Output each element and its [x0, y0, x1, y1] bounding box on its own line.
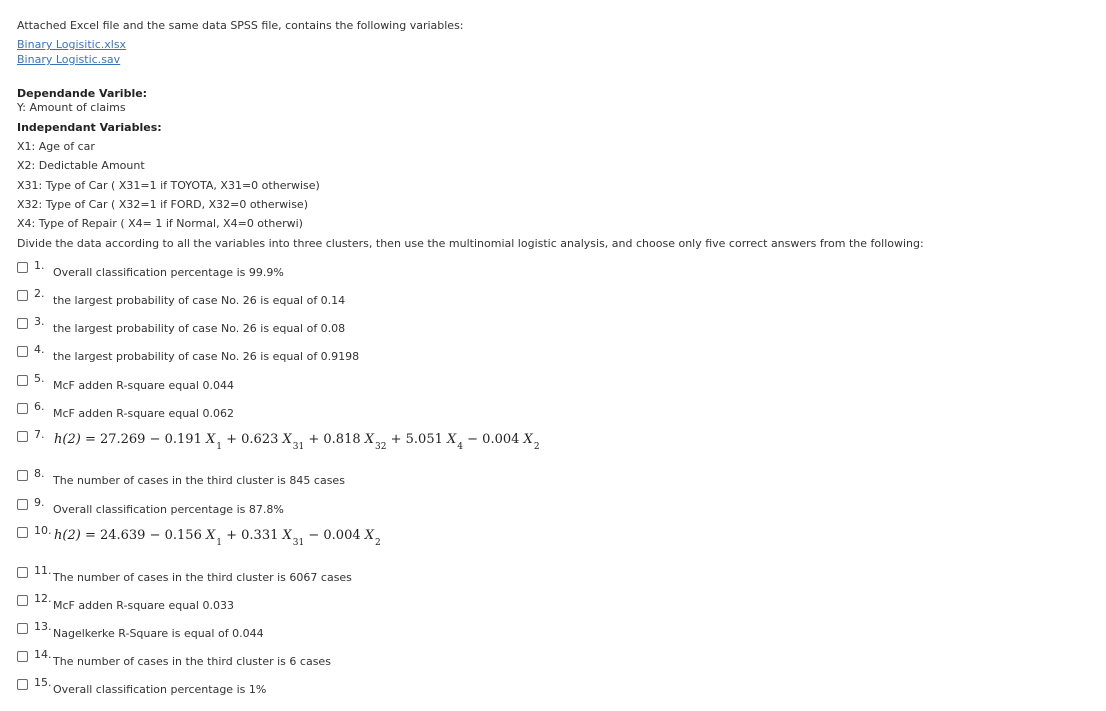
option-number: 13. — [34, 620, 52, 633]
answer-option[interactable] — [17, 260, 1017, 282]
spss-file-link[interactable]: Binary Logistic.sav — [17, 53, 121, 66]
option-text: Overall classification percentage is 99.9% — [53, 266, 284, 279]
answer-option[interactable] — [17, 288, 1017, 310]
dependent-heading: Dependande Varible: — [17, 87, 148, 100]
option-checkbox[interactable] — [17, 375, 28, 386]
option-checkbox[interactable] — [17, 403, 28, 414]
independent-variable: X2: Dedictable Amount — [17, 159, 145, 172]
option-number: 5. — [34, 372, 45, 385]
answer-option[interactable] — [17, 401, 1017, 423]
option-checkbox[interactable] — [17, 290, 28, 301]
option-text: the largest probability of case No. 26 is equal of 0.08 — [53, 322, 346, 335]
option-checkbox[interactable] — [17, 431, 28, 442]
option-checkbox[interactable] — [17, 679, 28, 690]
option-number: 9. — [34, 496, 45, 509]
answer-option[interactable] — [17, 344, 1017, 366]
option-text: The number of cases in the third cluster is 6067 cases — [53, 571, 352, 584]
independent-variable: X32: Type of Car ( X32=1 if FORD, X32=0 otherwise) — [17, 198, 308, 211]
option-number: 7. — [34, 428, 45, 441]
answer-option[interactable] — [17, 497, 1017, 519]
option-text: Nagelkerke R-Square is equal of 0.044 — [53, 627, 264, 640]
answer-option[interactable] — [17, 429, 1017, 451]
excel-file-link[interactable]: Binary Logisitic.xlsx — [17, 38, 127, 51]
option-checkbox[interactable] — [17, 595, 28, 606]
independent-variable: X31: Type of Car ( X31=1 if TOYOTA, X31=0 otherwise) — [17, 179, 320, 192]
option-equation: h(2) = 27.269 − 0.191 $X_1 + 0.623$ $X_{31} + 0.818$ $X_{32} + 5.051$ $X_4 - 0.004$ $X_2$ — [54, 432, 540, 452]
independent-variable: X4: Type of Repair ( X4= 1 if Normal, X4=0 otherwi) — [17, 217, 303, 230]
answer-option[interactable] — [17, 677, 1017, 699]
option-number: 12. — [34, 592, 52, 605]
option-equation: h(2) = 24.639 − 0.156 $X_1 + 0.331$ $X_{31} - 0.004$ $X_2$ — [54, 528, 381, 548]
option-number: 4. — [34, 343, 45, 356]
option-number: 11. — [34, 564, 52, 577]
option-number: 2. — [34, 287, 45, 300]
answer-option[interactable] — [17, 649, 1017, 671]
dependent-variable: Y: Amount of claims — [17, 101, 126, 114]
answer-option[interactable] — [17, 316, 1017, 338]
option-number: 10. — [34, 524, 52, 537]
option-checkbox[interactable] — [17, 567, 28, 578]
option-text: the largest probability of case No. 26 is equal of 0.14 — [53, 294, 346, 307]
option-text: The number of cases in the third cluster is 845 cases — [53, 474, 345, 487]
option-number: 14. — [34, 648, 52, 661]
intro-text: Attached Excel file and the same data SPSS file, contains the following variables: — [17, 19, 464, 32]
independent-variable: X1: Age of car — [17, 140, 95, 153]
option-number: 15. — [34, 676, 52, 689]
option-text: McF adden R-square equal 0.062 — [53, 407, 234, 420]
independent-heading: Independant Variables: — [17, 121, 162, 134]
answer-option[interactable] — [17, 468, 1017, 490]
option-text: Overall classification percentage is 1% — [53, 683, 267, 696]
option-text: the largest probability of case No. 26 is equal of 0.9198 — [53, 350, 360, 363]
option-text: McF adden R-square equal 0.033 — [53, 599, 234, 612]
question-prompt: Divide the data according to all the variables into three clusters, then use the multinomial logistic analysis, and choose only five correct answers from the following: — [17, 237, 924, 250]
answer-option[interactable] — [17, 373, 1017, 395]
option-checkbox[interactable] — [17, 527, 28, 538]
option-text: Overall classification percentage is 87.8% — [53, 503, 284, 516]
option-checkbox[interactable] — [17, 651, 28, 662]
option-text: The number of cases in the third cluster is 6 cases — [53, 655, 331, 668]
option-checkbox[interactable] — [17, 623, 28, 634]
option-checkbox[interactable] — [17, 318, 28, 329]
option-number: 6. — [34, 400, 45, 413]
option-checkbox[interactable] — [17, 499, 28, 510]
option-number: 8. — [34, 467, 45, 480]
option-number: 3. — [34, 315, 45, 328]
answer-option[interactable] — [17, 593, 1017, 615]
answer-option[interactable] — [17, 565, 1017, 587]
option-checkbox[interactable] — [17, 346, 28, 357]
option-checkbox[interactable] — [17, 470, 28, 481]
option-text: McF adden R-square equal 0.044 — [53, 379, 234, 392]
answer-option[interactable] — [17, 621, 1017, 643]
option-number: 1. — [34, 259, 45, 272]
option-checkbox[interactable] — [17, 262, 28, 273]
answer-option[interactable] — [17, 525, 1017, 547]
